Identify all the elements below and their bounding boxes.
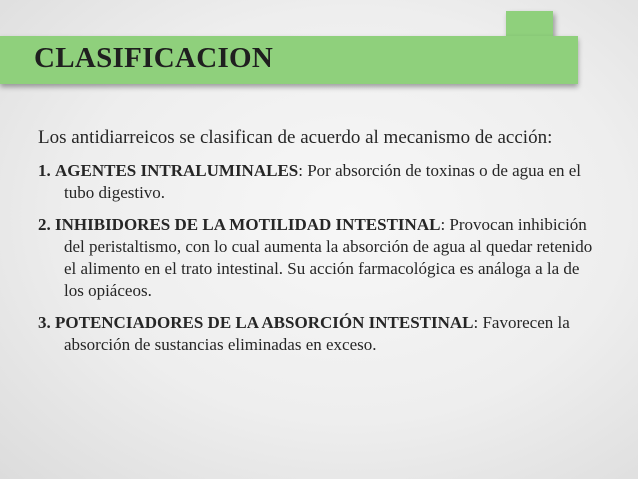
- item-heading: AGENTES INTRALUMINALES: [55, 161, 299, 180]
- slide-title: CLASIFICACION: [34, 42, 274, 74]
- item-number: 2.: [38, 215, 51, 234]
- item-number: 1.: [38, 161, 51, 180]
- item-heading: INHIBIDORES DE LA MOTILIDAD INTESTINAL: [55, 215, 441, 234]
- intro-paragraph: Los antidiarreicos se clasifican de acuerdo al mecanismo de acción:: [38, 127, 553, 148]
- slide-content: [38, 126, 603, 366]
- list-item-3: [38, 312, 603, 356]
- item-text: : Por absorción de toxinas o de agua en el tubo digestivo.: [64, 161, 582, 202]
- list-item-2: [38, 214, 603, 302]
- item-number: 3.: [38, 313, 51, 332]
- list-item-1: [38, 160, 603, 204]
- item-heading: POTENCIADORES DE LA ABSORCIÓN INTESTINAL: [55, 313, 474, 332]
- title-bar: [0, 36, 578, 84]
- item-text: : Provocan inhibición del peristaltismo, con lo cual aumenta la absorción de agua al quedar retenido el alimento en el trato intestinal. Su acción farmacológica es análoga a la de los opiáceos.: [64, 215, 593, 300]
- item-text: : Favorecen la absorción de sustancias eliminadas en exceso.: [64, 313, 570, 354]
